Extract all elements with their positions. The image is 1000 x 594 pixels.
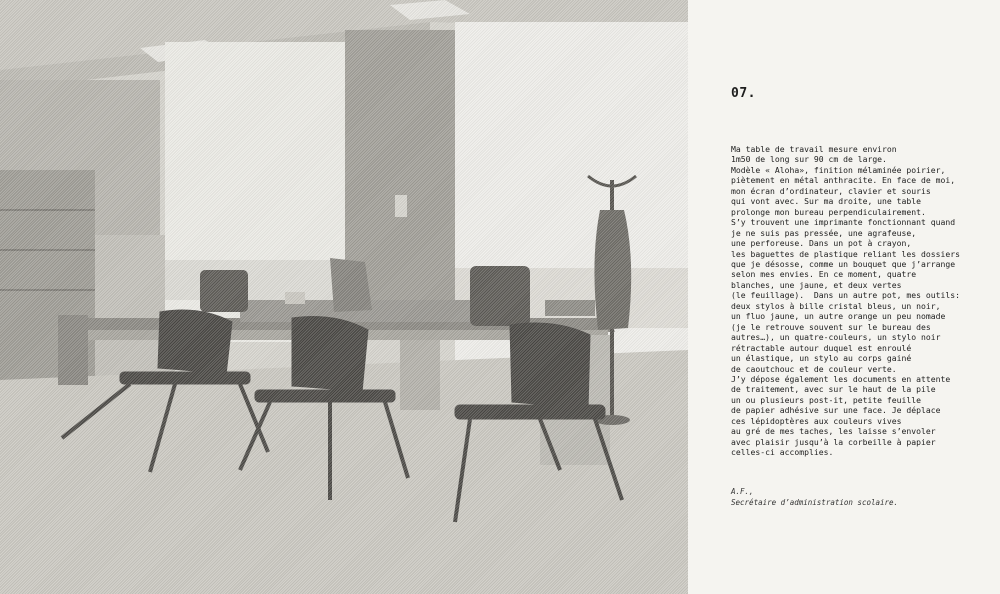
body-text: Ma table de travail mesure environ 1m50 de long sur 90 cm de large. Modèle « Aloha», finition mélaminée poirier, piètement en métal anthracite. En face de moi, mon écran d’ordinateur, clavier et souris qui vont avec. Sur ma droite, une table prolonge mon bureau perpendiculairement. S’y trouvent une imprimante fonctionnant quand je ne suis pas pressée, une agrafeuse, une perforeuse. Dans un pot à crayon, les baguettes de plastique reliant les dossiers que je désosse, comme un bouquet que j’arrange selon mes envies. En ce moment, quatre blanches, une jaune, et deux vertes (le feuillage). Dans un autre pot, mes outils: deux stylos à bille cristal bleus, un noir, un fluo jaune, un autre orange un peu nomade (je le retrouve souvent sur le bureau des autres…), un quatre-couleurs, un stylo noir rétractable autour duquel est enroulé un élastique, un stylo au corps gainé de caoutchouc et de couleur verte. J’y dépose également les documents en attente de traitement, avec sur le haut de la pile un ou plusieurs post-it, petite feuille de papier adhésive sur une face. Je déplace ces lépidoptères aux couleurs vives au gré de mes taches, les laisse s’envoler avec plaisir jusqu’à la corbeille à papier celles-ci accomplies. — [731, 144, 961, 458]
signature — [731, 487, 991, 508]
author-role: Secrétaire d’administration scolaire. — [731, 497, 899, 507]
page-number: 07. — [731, 86, 756, 101]
text-page — [688, 0, 1000, 594]
author-initials: A.F., — [731, 487, 754, 496]
